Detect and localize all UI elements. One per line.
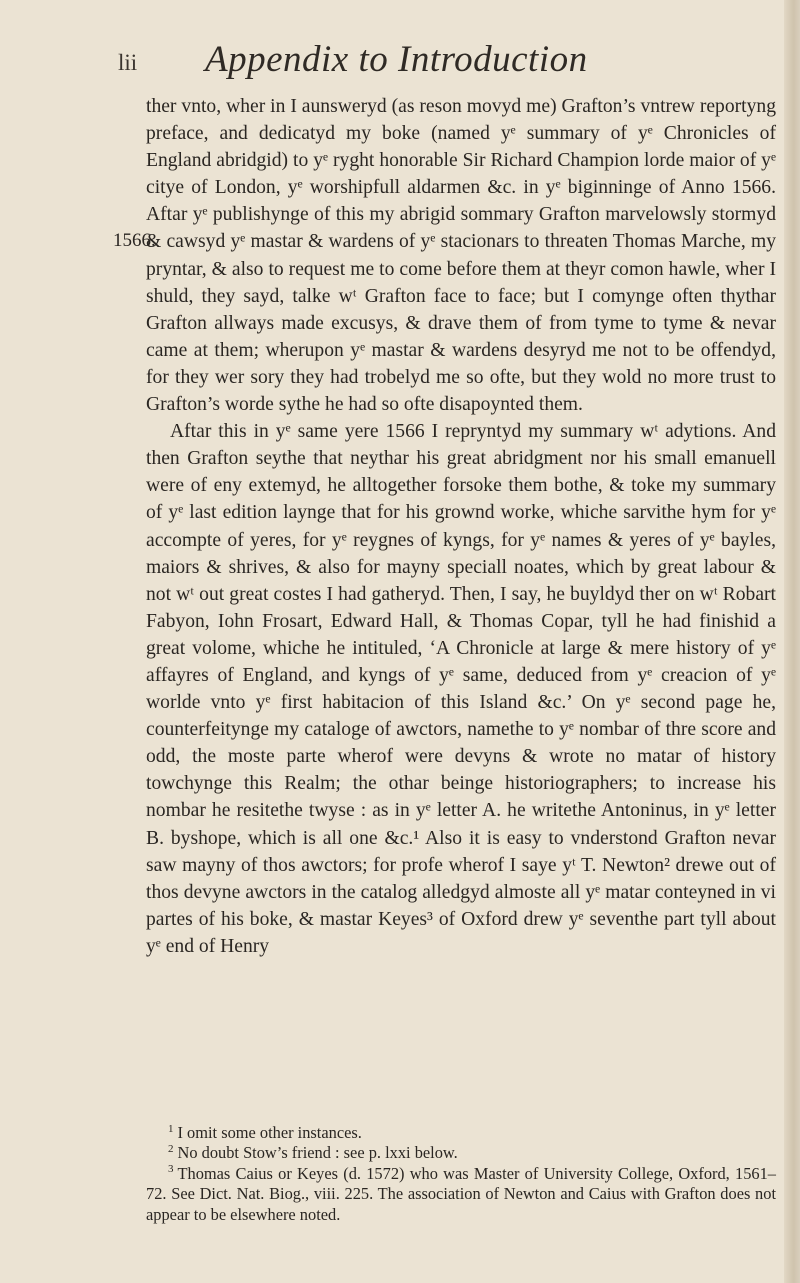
footnote-marker: 2 [168, 1142, 174, 1155]
paragraph-2: Aftar this in yᵉ same yere 1566 I repryntyd my summary wᵗ adytions. And then Grafton seythe that neythar his great abridgment nor his small emanuell were of eny extemyd, he alltogether forsoke them bothe, & toke my summary of yᵉ last edition laynge that for his grownd worke, whiche sarvithe hym for yᵉ accompte of yeres, for yᵉ reygnes of kyngs, for yᵉ names & yeres of yᵉ bayles, maiors & shrives, & also for mayny speciall noates, which by great labour & not wᵗ out great costes I had gatheryd. Then, I say, he buyldyd ther on wᵗ Robart Fabyon, Iohn Frosart, Edward Hall, & Thomas Copar, tyll he had finishid a great volome, whiche he intituled, ‘A Chronicle at large & mere history of yᵉ affayres of England, and kyngs of yᵉ same, deduced from yᵉ creacion of yᵉ worlde vnto yᵉ first habitacion of this Island &c.’ On yᵉ second page he, counterfeitynge my cataloge of awctors, namethe to yᵉ nombar of thre score and odd, the moste parte wherof were devyns & wrote no matar of history towchynge this Realm; the othar beinge historiographers; to increase his nombar he resitethe twyse : as in yᵉ letter A. he writethe Antoninus, in yᵉ letter B. byshope, which is all one &c.¹ Also it is easy to vnderstond Grafton nevar saw mayny of thos awctors; for profe wherof I saye yᵗ T. Newton² drewe out of thos devyne awctors in the catalog alledgyd almoste all yᵉ matar conteyned in vi partes of his boke, & mastar Keyes³ of Oxford drew yᵉ seventhe part tyll about yᵉ end of Henry [146, 421, 776, 957]
footnote-text: I omit some other instances. [177, 1123, 362, 1142]
page-edge-shadow [784, 0, 800, 1283]
page-number: lii [118, 50, 138, 75]
footnote-marker: 3 [168, 1163, 174, 1176]
footnote-1 [146, 1123, 776, 1143]
page-header [0, 14, 800, 80]
margin-year-note: 1566. [113, 230, 156, 251]
footnote-text: No doubt Stow’s friend : see p. lxxi below. [177, 1143, 458, 1163]
footnote-text: Thomas Caius or Keyes (d. 1572) who was Master of University College, Oxford, 1561–72. See Dict. Nat. Biog., viii. 225. The association of Newton and Caius with Grafton does not appear to be elsewhere noted. [146, 1163, 776, 1224]
footnotes [146, 1123, 776, 1225]
footnote-3 [146, 1164, 776, 1225]
footnote-2 [146, 1143, 776, 1163]
running-head: Appendix to Introduction [205, 39, 588, 80]
footnote-marker: 1 [168, 1122, 174, 1135]
main-text [146, 93, 776, 960]
paragraph-1: ther vnto, wher in I aunsweryd (as reson movyd me) Grafton’s vntrew reportyng preface, and dedicatyd my boke (named yᵉ summary of yᵉ Chronicles of England abridgid) to yᵉ ryght honorable Sir Richard Champion lorde maior of yᵉ citye of London, yᵉ worshipfull aldarmen &c. in yᵉ biginninge of Anno 1566. Aftar yᵉ publishynge of this my abrigid sommary Grafton marvelowsly stormyd & cawsyd yᵉ mastar & wardens of yᵉ stacionars to threaten Thomas Marche, my pryntar, & also to request me to come before them at theyr comon hawle, wher I shuld, they sayd, talke wᵗ Grafton face to face; but I comynge often thythar Grafton allways made excusys, & drave them of from tyme to tyme & nevar came at them; wherupon yᵉ mastar & wardens desyryd me not to be offendyd, for they wer sory they had trobelyd me so ofte, but they wold no more trust to Grafton’s worde sythe he had so ofte disapoynted them. [146, 96, 776, 416]
